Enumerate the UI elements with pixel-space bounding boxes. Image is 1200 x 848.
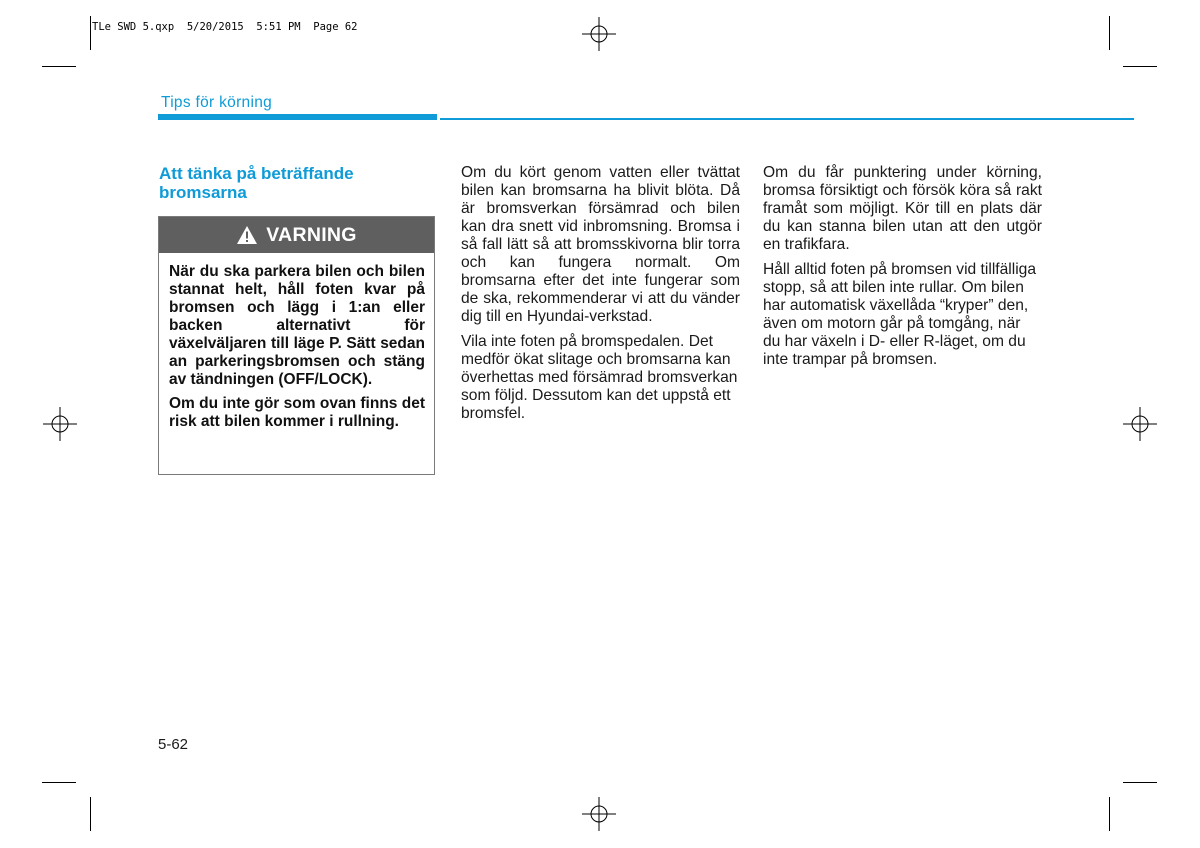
warning-paragraph: När du ska parkera bilen och bilen stannat helt, håll foten kvar på bromsen och lägg i 1:an eller backen alternativt för växelväljaren till läge P. Sätt sedan an parkeringsbromsen och stäng av tändningen (OFF/LOCK). xyxy=(169,263,425,388)
registration-mark-icon xyxy=(582,797,616,831)
body-paragraph: Om du får punktering under körning, bromsa försiktigt och försök köra så rakt framåt som möjligt. Kör till en plats där du kan stanna bilen utan att den utgör en trafikfara. xyxy=(763,164,1042,253)
warning-triangle-icon xyxy=(236,225,258,245)
section-bar xyxy=(158,114,437,120)
registration-mark-icon xyxy=(582,17,616,51)
warning-header xyxy=(159,217,434,253)
crop-mark xyxy=(42,66,76,67)
warning-box xyxy=(158,216,435,475)
print-slug: TLe SWD 5.qxp 5/20/2015 5:51 PM Page 62 xyxy=(92,21,358,33)
text-column-right xyxy=(763,164,1042,376)
registration-mark-icon xyxy=(1123,407,1157,441)
warning-body xyxy=(159,253,434,431)
crop-mark xyxy=(1109,16,1110,50)
page-heading: Att tänka på beträffande bromsarna xyxy=(159,164,354,202)
body-paragraph: Om du kört genom vatten eller tvättat bilen kan bromsarna ha blivit blöta. Då är bromsverkan försämrad och bilen kan dra snett vid inbromsning. Bromsa i så fall lätt så att bromsskivorna blir torra och kan fungera normalt. Om bromsarna efter det inte fungerar som de ska, rekommenderar vi att du vänder dig till en Hyundai-verkstad. xyxy=(461,164,740,325)
body-paragraph: Vila inte foten på bromspedalen. Det medför ökat slitage och bromsarna kan överhettas med försämrad bromsverkan som följd. Dessutom kan det uppstå ett bromsfel. xyxy=(461,333,738,422)
crop-mark xyxy=(1109,797,1110,831)
crop-mark xyxy=(90,16,91,50)
body-paragraph: Håll alltid foten på bromsen vid tillfälliga stopp, så att bilen inte rullar. Om bilen har automatisk växellåda “kryper” den, även om motorn går på tomgång, när du har växeln i D- eller R-läget, om du inte trampar på bromsen. xyxy=(763,261,1037,368)
crop-mark xyxy=(42,782,76,783)
warning-label: VARNING xyxy=(266,223,357,246)
crop-mark xyxy=(1123,66,1157,67)
section-title: Tips för körning xyxy=(161,94,273,111)
warning-paragraph: Om du inte gör som ovan finns det risk att bilen kommer i rullning. xyxy=(169,395,425,430)
crop-mark xyxy=(90,797,91,831)
page-number: 5-62 xyxy=(158,736,189,753)
section-rule xyxy=(440,118,1134,120)
text-column-middle xyxy=(461,164,740,430)
registration-mark-icon xyxy=(43,407,77,441)
crop-mark xyxy=(1123,782,1157,783)
